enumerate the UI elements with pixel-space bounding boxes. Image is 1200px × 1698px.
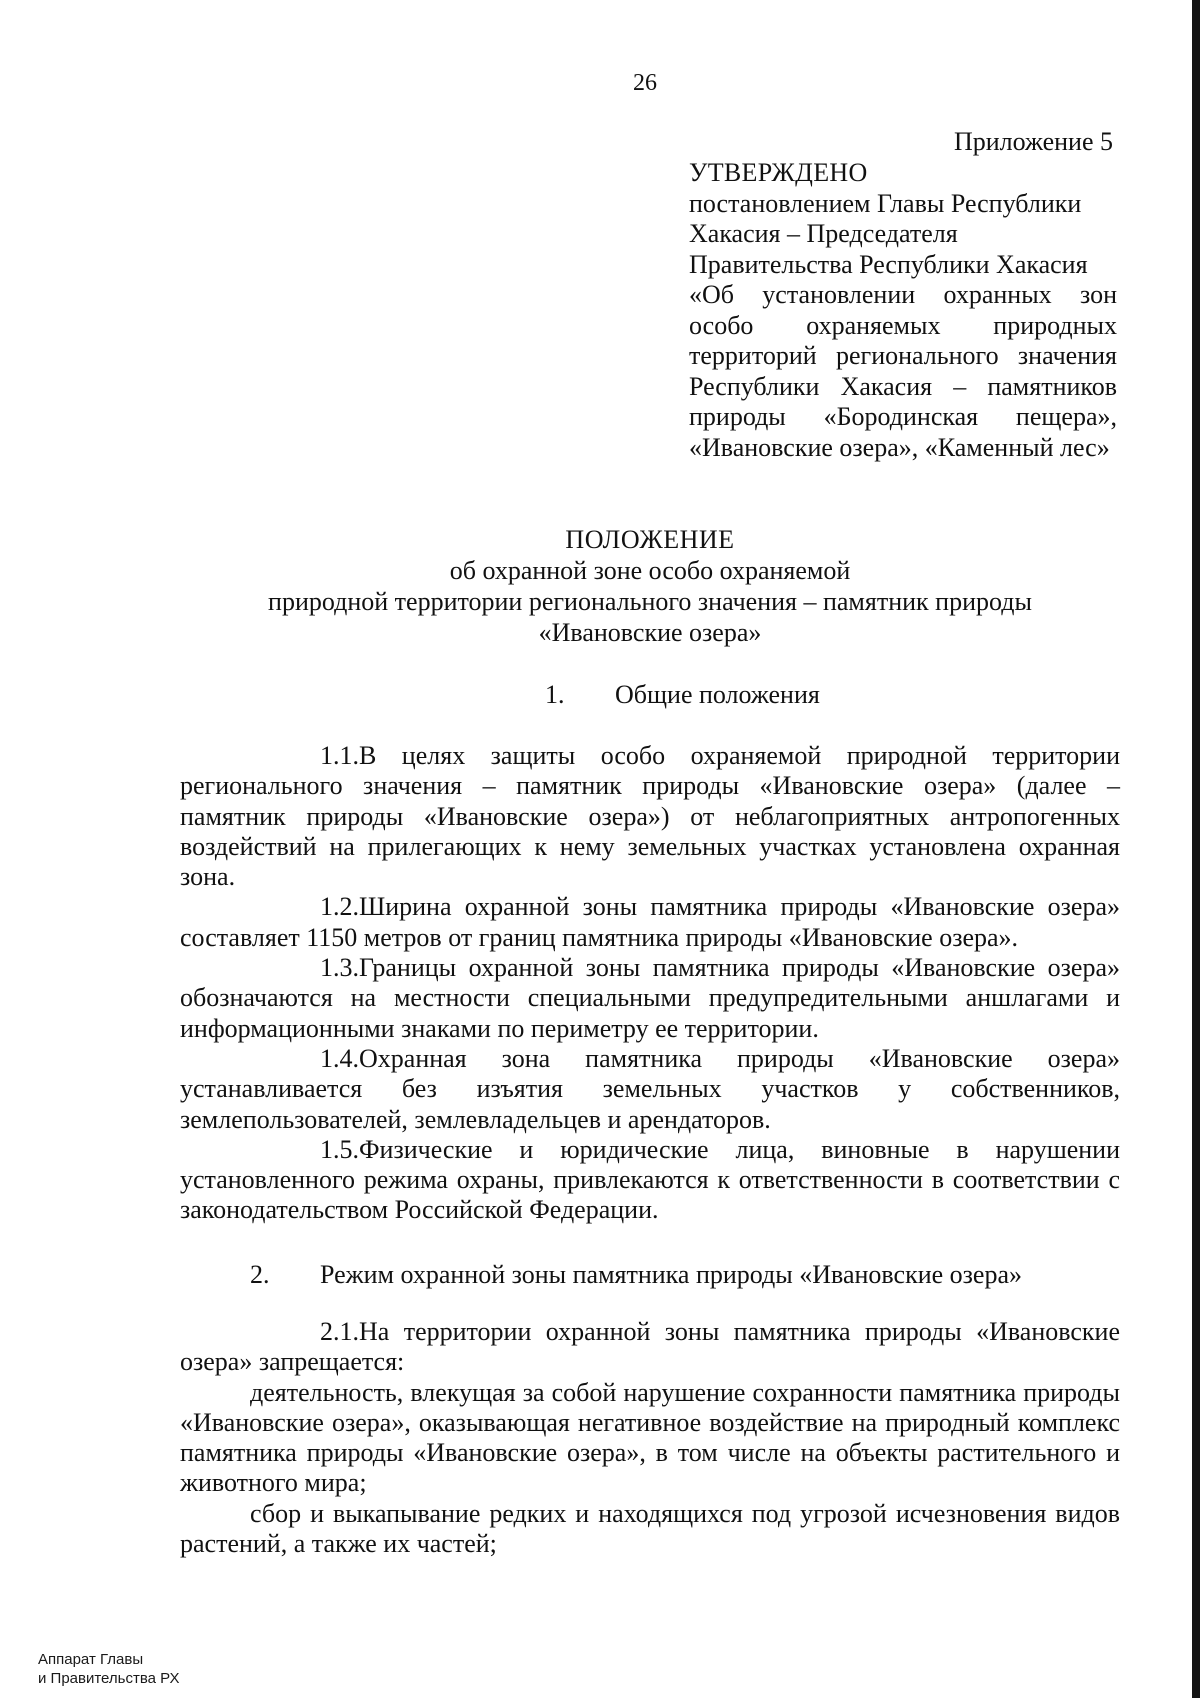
section-title: Режим охранной зоны памятника природы «Ивановские озера» (320, 1260, 1022, 1289)
approval-title: УТВЕРЖДЕНО (689, 158, 868, 187)
approval-line: Правительства Республики Хакасия (689, 249, 1088, 279)
document-title-block (180, 524, 1120, 648)
approval-line: «Об установлении охранных зон (689, 280, 1117, 309)
section-number: 2. (250, 1260, 270, 1289)
approval-line: «Ивановские озера», «Каменный лес» (689, 432, 1110, 462)
approval-block (689, 158, 1117, 463)
paragraph-text: Физические и юридические лица, виновные в нарушении установленного режима охраны, привлекаются к ответственности в соответствии с законодательством Российской Федерации. (180, 1134, 1120, 1225)
paragraph-number: 1.4. (320, 1043, 359, 1073)
approval-line: Республики Хакасия – памятников (689, 371, 1117, 401)
paragraph-text: деятельность, влекущая за собой нарушение сохранности памятника природы «Ивановские озера», оказывающая негативное воздействие на природный комплекс памятника природы «Ивановские озера», в том числе на объекты растительного и животного мира; (180, 1377, 1120, 1498)
paragraph (180, 1044, 1120, 1135)
paragraph-text: Границы охранной зоны памятника природы «Ивановские озера» обозначаются на местности специальными предупредительными аншлагами и информационными знаками по периметру ее территории. (180, 953, 1120, 1043)
section-number: 1. (545, 680, 565, 709)
paragraph-number: 1.5. (320, 1134, 359, 1164)
paragraph (180, 1378, 1120, 1499)
document-subtitle-line: природной территории регионального значения – памятник природы (268, 587, 1032, 616)
paragraph (180, 1317, 1120, 1378)
paragraph-text: Ширина охранной зоны памятника природы «Ивановские озера» составляет 1150 метров от границ памятника природы «Ивановские озера». (180, 892, 1120, 952)
footer-line: и Правительства РХ (38, 1670, 180, 1687)
section-2-body (180, 1317, 1120, 1559)
paragraph (180, 1135, 1120, 1226)
paragraph-text: сбор и выкапывание редких и находящихся под угрозой исчезновения видов растений, а также их частей; (180, 1498, 1120, 1559)
approval-line: территорий регионального значения (689, 341, 1117, 370)
approval-line: природы «Бородинская пещера», (689, 402, 1117, 431)
section-1-body (180, 741, 1120, 1226)
paragraph-number: 1.3. (320, 953, 359, 983)
paragraph (180, 741, 1120, 892)
paragraph (180, 892, 1120, 953)
paragraph-number: 1.1. (320, 741, 359, 770)
annex-label: Приложение 5 (953, 127, 1113, 156)
paragraph-text: Охранная зона памятника природы «Ивановские озера» устанавливается без изъятия земельных участков у собственников, землепользователей, землевладельцев и арендаторов. (180, 1043, 1120, 1134)
paragraph (180, 1499, 1120, 1560)
document-title: ПОЛОЖЕНИЕ (565, 525, 735, 554)
document-subtitle-line: об охранной зоне особо охраняемой (449, 556, 851, 585)
paragraph-text: В целях защиты особо охраняемой природной территории регионального значения – памятник природы «Ивановские озера» (далее – памятник природы «Ивановские озера») от неблагоприятных антропогенных воздействий на прилегающих к нему земельных участках установлена охранная зона. (180, 741, 1120, 892)
paragraph (180, 953, 1120, 1044)
footer-stamp (38, 1650, 180, 1688)
page-number: 26 (633, 70, 657, 96)
footer-line: Аппарат Главы (38, 1651, 144, 1668)
approval-line: Хакасия – Председателя (689, 219, 958, 248)
approval-line: особо охраняемых природных (689, 310, 1117, 340)
document-subtitle-line: «Ивановские озера» (538, 618, 762, 647)
section-title: Общие положения (615, 680, 820, 709)
approval-line: постановлением Главы Республики (689, 188, 1082, 218)
scan-page-edge (1192, 0, 1200, 1698)
paragraph-text: На территории охранной зоны памятника природы «Ивановские озера» запрещается: (180, 1317, 1120, 1377)
paragraph-number: 1.2. (320, 892, 359, 922)
paragraph-number: 2.1. (320, 1317, 359, 1346)
